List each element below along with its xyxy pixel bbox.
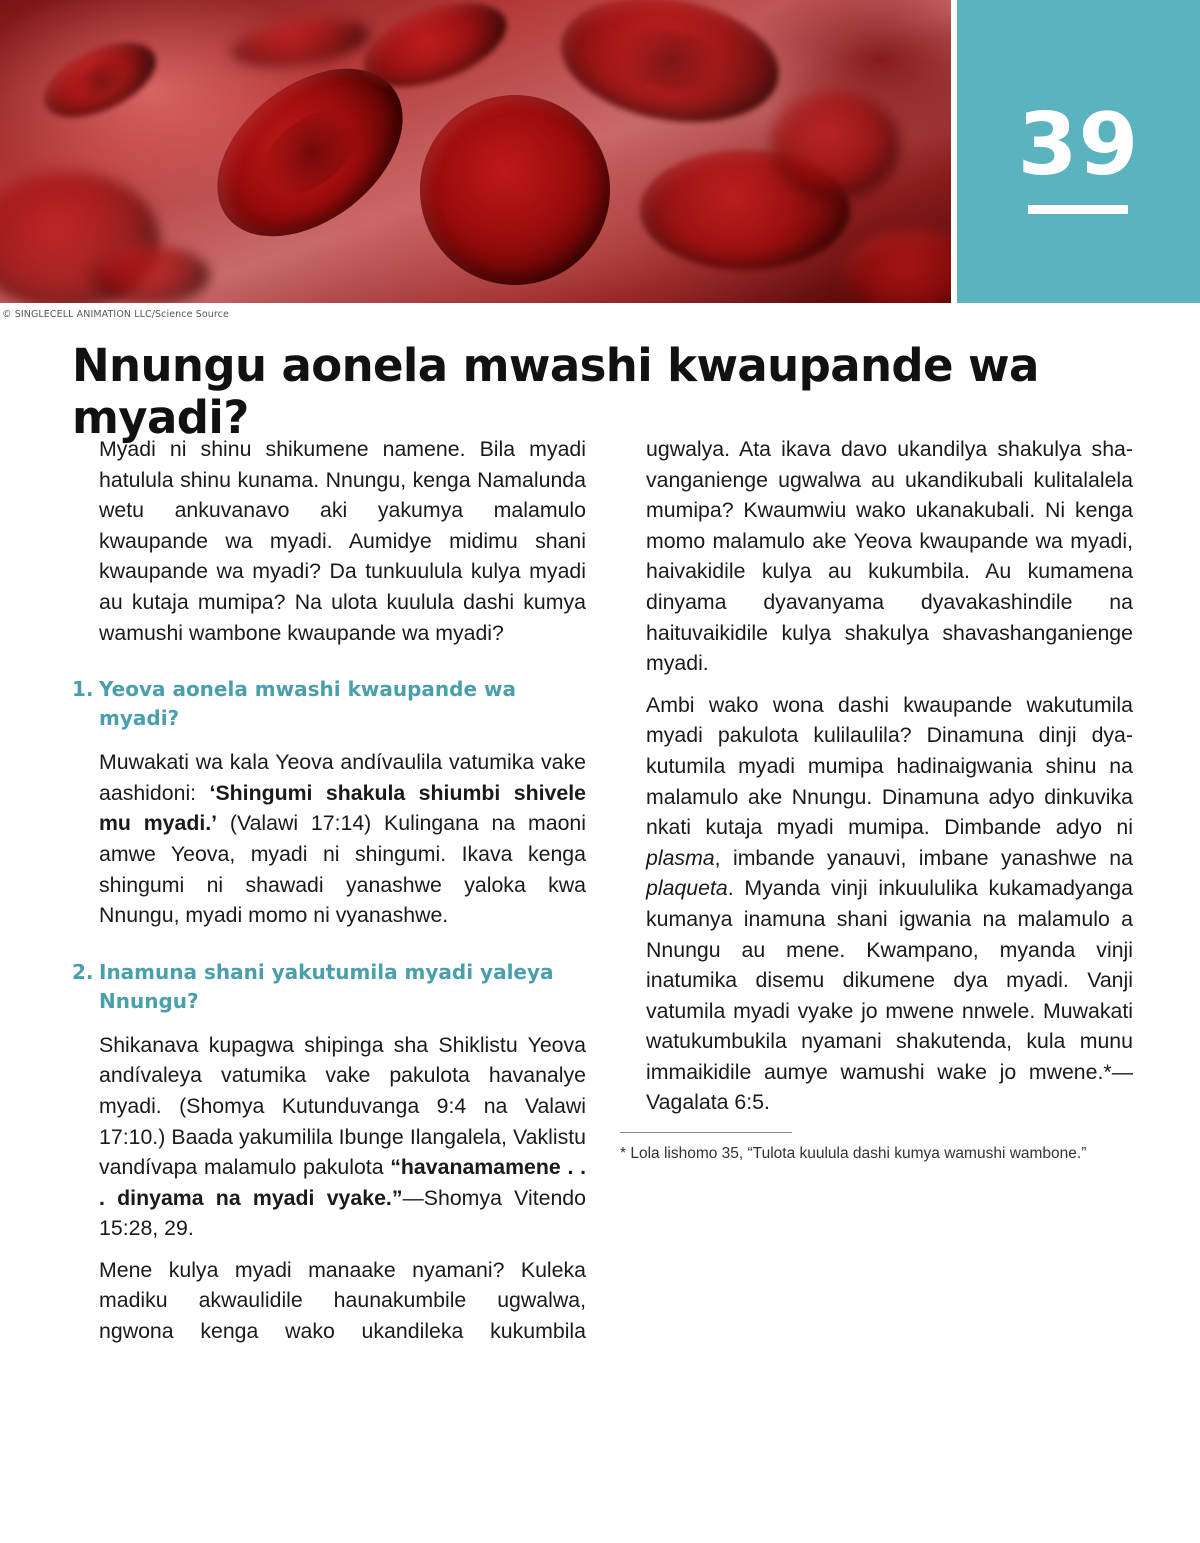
text-run: (Valawi 17:14) Kulingana na maoni amwe Yeova, myadi ni shingumi. Ikava kenga shingumi ni shawadi yanashwe yaloka kwa Nnungu, myadi momo ni vyanashwe. (99, 811, 587, 928)
italic-term: plasma (646, 845, 715, 870)
blood-cell (228, 10, 373, 74)
question-text: Inamuna shani yakutumila myadi yaleya Nnungu? (99, 959, 554, 1013)
question-heading-2 (72, 958, 586, 1016)
text-run: Muwakati wa kala Yeova andívaulila vatumika vake aashidoni: (99, 750, 586, 805)
bold-quote: ‘Shingumi shakula shiumbi shivele mu myadi.’ (99, 780, 586, 836)
text-run: Ambi wako wona dashi kwaupande wakutumila myadi pakulota kulilaulila? Dinamuna dinji dyakutumila myadi mumipa hadinaigwania shinu na malamulo ake Nnungu. Dinamuna adyo dinkuvika nkati kutaja myadi mumipa. Dimbande adyo ni (646, 692, 1133, 840)
question-number: 2. (72, 959, 94, 984)
footnote: * Lola lishomo 35, “Tulota kuulula dashi kumya wamushi wambone.” (620, 1145, 1087, 1163)
right-column (620, 434, 1133, 1164)
blood-cell (840, 230, 951, 303)
question-text: Yeova aonela mwashi kwaupande wa myadi? (99, 677, 516, 731)
text-run: . Myanda vinji inkuululika kukamadyanga kumanya inamuna shani igwania na malamulo a Nnungu au mene. Kwampano, myanda vinji inatumika disemu dikumene dya myadi. Vanji vatumila myadi vyake jo mwene nnwele. Muwakati watukumbukila nyamani shakutenda, kula munu immaikidile aumye wamushi wake jo mwene.*—Vagalata 6:5. (646, 876, 1133, 1115)
chapter-number-box (957, 0, 1200, 303)
section1-paragraph (99, 747, 586, 931)
text-run: Shikanava kupagwa shipinga sha Shiklistu Yeova andívaleya vatumika vake pakulota havanalye myadi. (Shomya Kutunduvanga 9:4 na Valawi 17:10.) Baada yakumilila Ibunge Ilangalela, Vaklistu vandívapa malamulo pakulota (99, 1032, 586, 1180)
bold-quote: “havanamamene . . . dinyama na myadi vyake.” (99, 1155, 586, 1210)
left-column (72, 434, 587, 1347)
question-number: 1. (72, 677, 94, 702)
question-heading-1 (72, 675, 586, 733)
header-image-blood-cells (0, 0, 951, 303)
photo-credit: © SINGLECELL ANIMATION LLC/Science Source (2, 309, 229, 320)
chapter-number: 39 (1017, 95, 1140, 195)
text-run: , imbande yanauvi, imbane yanashwe na (714, 845, 1133, 870)
footnote-divider (620, 1132, 792, 1133)
lesson-title: Nnungu aonela mwashi kwaupande wa myadi? (72, 339, 1039, 444)
text-run: —Shomya Vitendo 15:28, 29. (99, 1185, 586, 1241)
italic-term: plaqueta (646, 876, 728, 901)
section2-paragraph-1 (99, 1030, 586, 1244)
blood-cell (420, 95, 610, 285)
section2-paragraph-3 (646, 690, 1133, 1118)
chapter-number-underline (1028, 205, 1128, 214)
blood-cell (33, 27, 167, 132)
blood-cell (90, 245, 210, 303)
intro-paragraph: Myadi ni shinu shikumene namene. Bila myadi hatulula shinu kunama. Nnungu, kenga Namalunda wetu ankuvanavo aki yakumya malamulo kwaupande wa myadi. Aumidye midimu shani kwaupande wa myadi? Da tunkuulula kulya myadi au kutaja mumipa? Na ulota kuulula dashi kumya wamushi wambone kwaupande wa myadi? (99, 437, 586, 645)
blood-cell (551, 0, 788, 138)
blood-cell (770, 90, 900, 200)
section2-paragraph-2-continued: ugwalya. Ata ikava davo ukandilya shakulya shavanganienge ugwalwa au ukandikubali kulitalalela mumipa? Kwaumwiu wako ukanakubali. Ni kenga momo malamulo ake Yeova kwaupande wa myadi, haivakidile kulya au kukumbila. Au kumamena dinyama dyavanyama dyavakashindile na haituvaikidile kulya shakulya shavashanganienge myadi. (646, 437, 1133, 676)
section2-paragraph-2: Mene kulya myadi manaake nyamani? Kuleka madiku akwaulidile haunakumbile ugwalwa, ngwona kenga wako ukandileka kukumbila (99, 1257, 586, 1344)
